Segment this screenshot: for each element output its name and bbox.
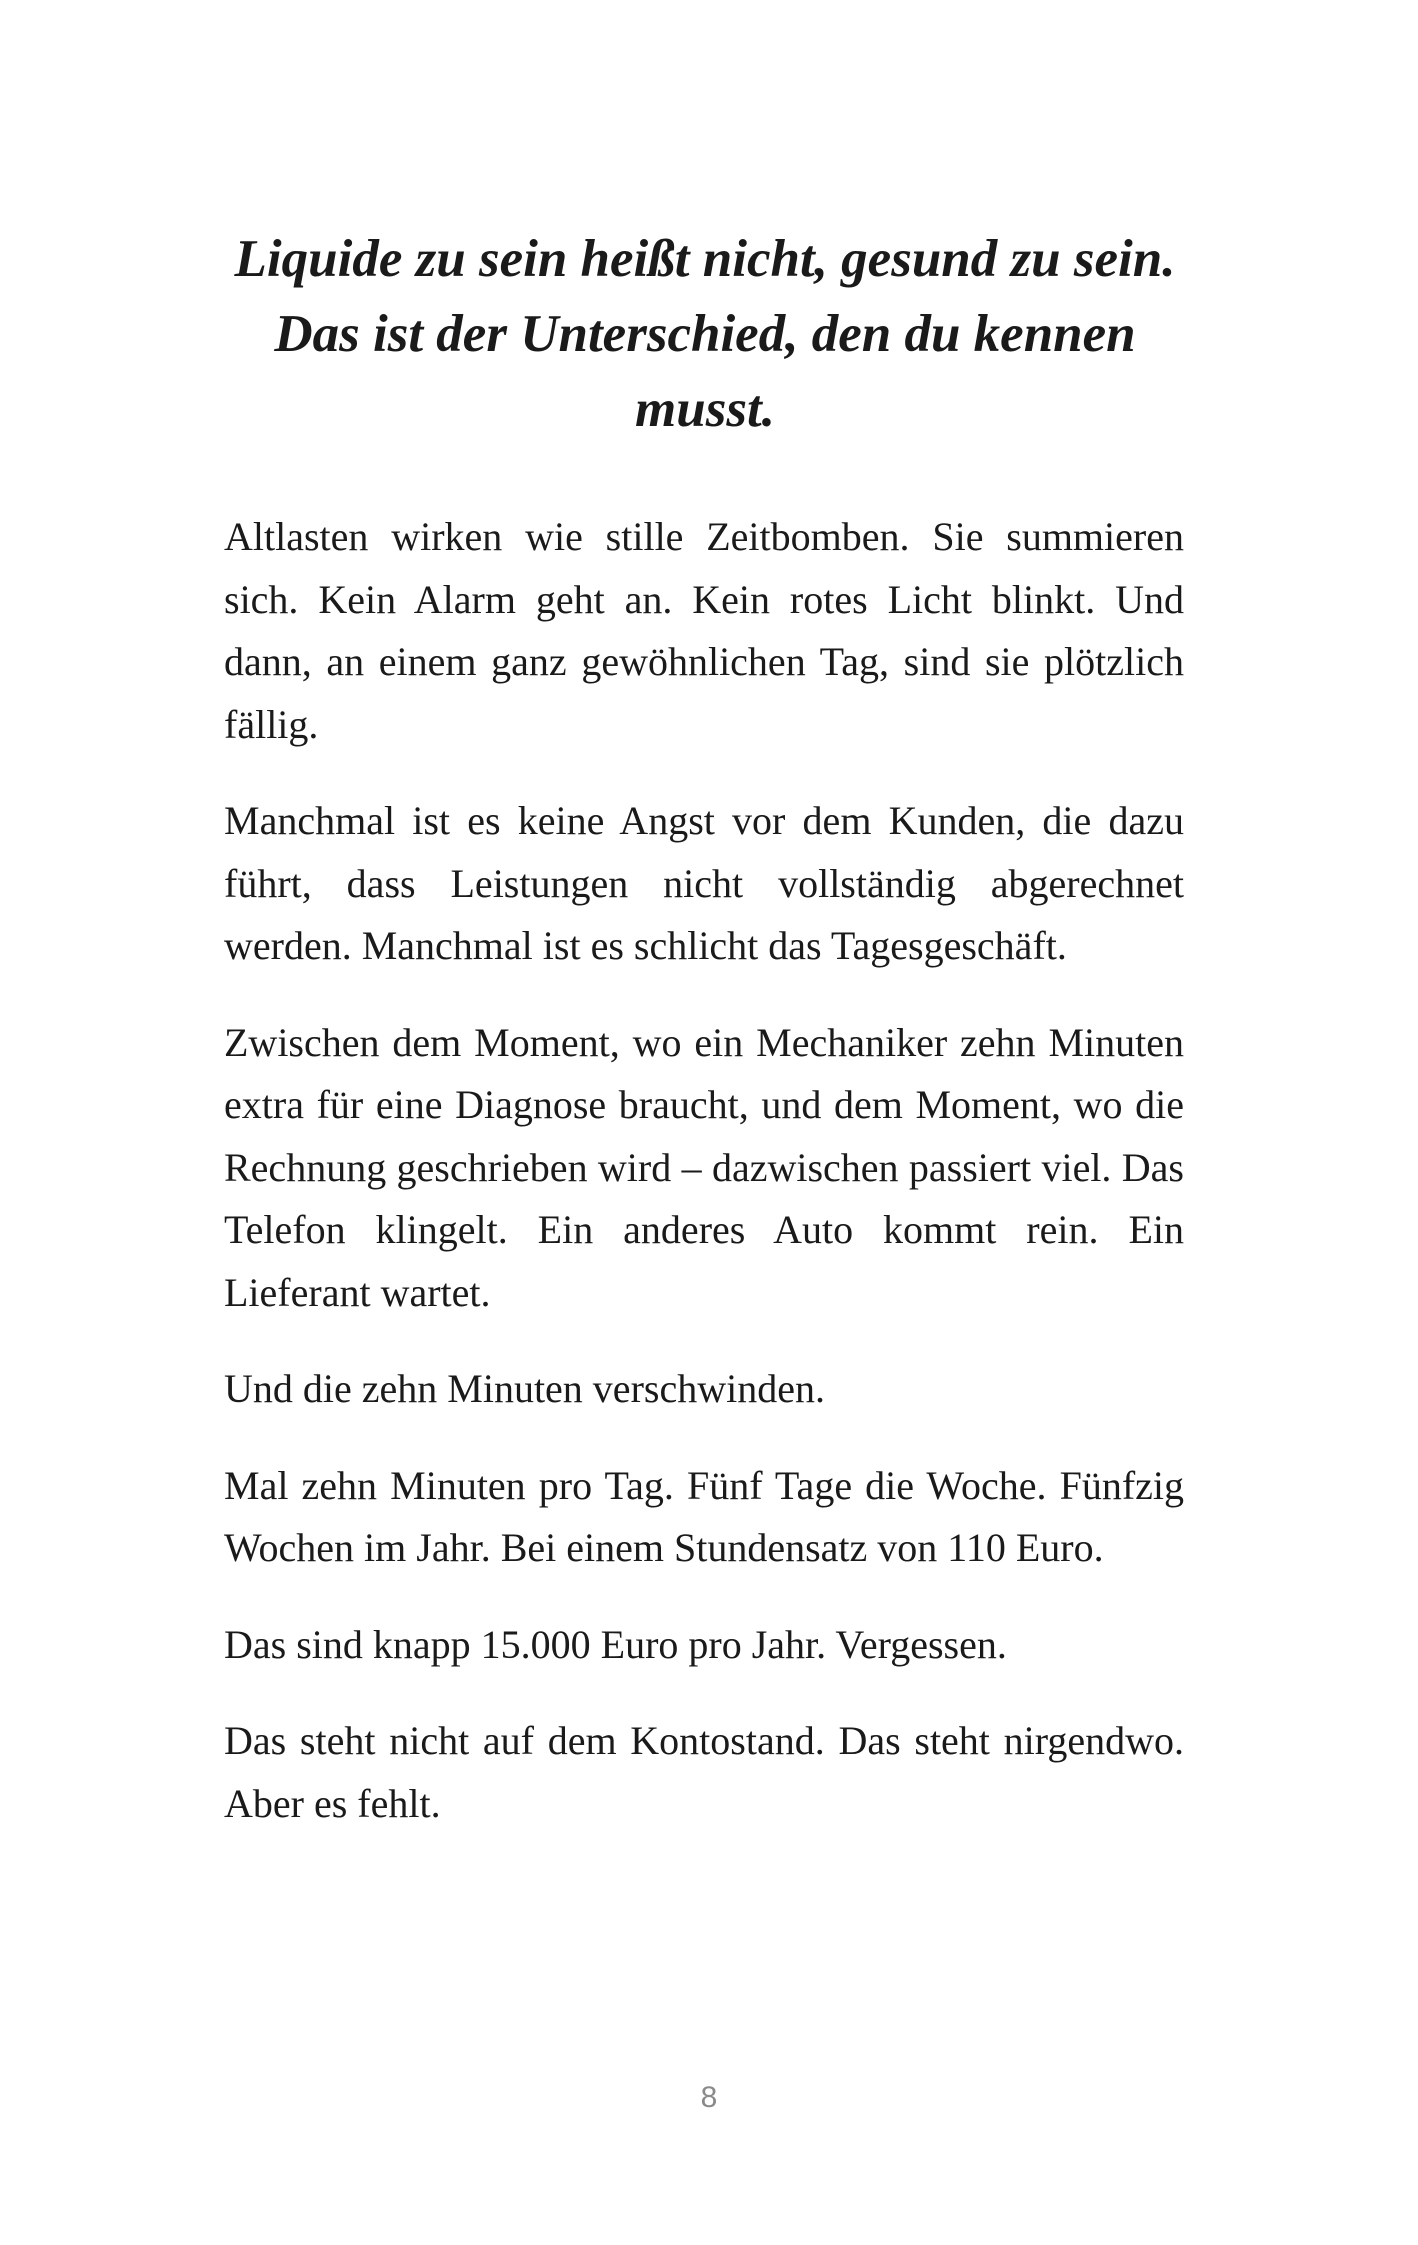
paragraph-1: Altlasten wirken wie stille Zeitbomben. Sie summieren sich. Kein Alarm geht an. Kein rotes Licht blinkt. Und dann, an einem ganz gewöhnlichen Tag, sind sie plötzlich fällig. — [224, 514, 1184, 747]
paragraph-7: Das steht nicht auf dem Kontostand. Das steht nirgendwo. Aber es fehlt. — [224, 1718, 1184, 1826]
paragraph-3: Zwischen dem Moment, wo ein Mechaniker zehn Minuten extra für eine Diagnose braucht, und dem Moment, wo die Rechnung geschrieben wird – dazwischen passiert viel. Das Telefon klingelt. Ein anderes Auto kommt rein. Ein Lieferant wartet. — [224, 1019, 1184, 1315]
pull-quote — [225, 222, 1185, 447]
pull-quote-line-2: Das ist der Unterschied, den du kennen — [274, 305, 1136, 363]
paragraph-4: Und die zehn Minuten verschwinden. — [224, 1366, 825, 1411]
pull-quote-line-1: Liquide zu sein heißt nicht, gesund zu sein. — [234, 230, 1176, 288]
paragraph-5: Mal zehn Minuten pro Tag. Fünf Tage die Woche. Fünfzig Wochen im Jahr. Bei einem Stundensatz von 110 Euro. — [224, 1462, 1184, 1570]
body-text — [224, 506, 1184, 1869]
paragraph-2: Manchmal ist es keine Angst vor dem Kunden, die dazu führt, dass Leistungen nicht vollständig abgerechnet werden. Manchmal ist es schlicht das Tagesgeschäft. — [224, 798, 1184, 968]
page-number: 8 — [700, 2081, 718, 2114]
paragraph-6: Das sind knapp 15.000 Euro pro Jahr. Vergessen. — [224, 1621, 1007, 1667]
pull-quote-line-3: musst. — [635, 380, 775, 438]
